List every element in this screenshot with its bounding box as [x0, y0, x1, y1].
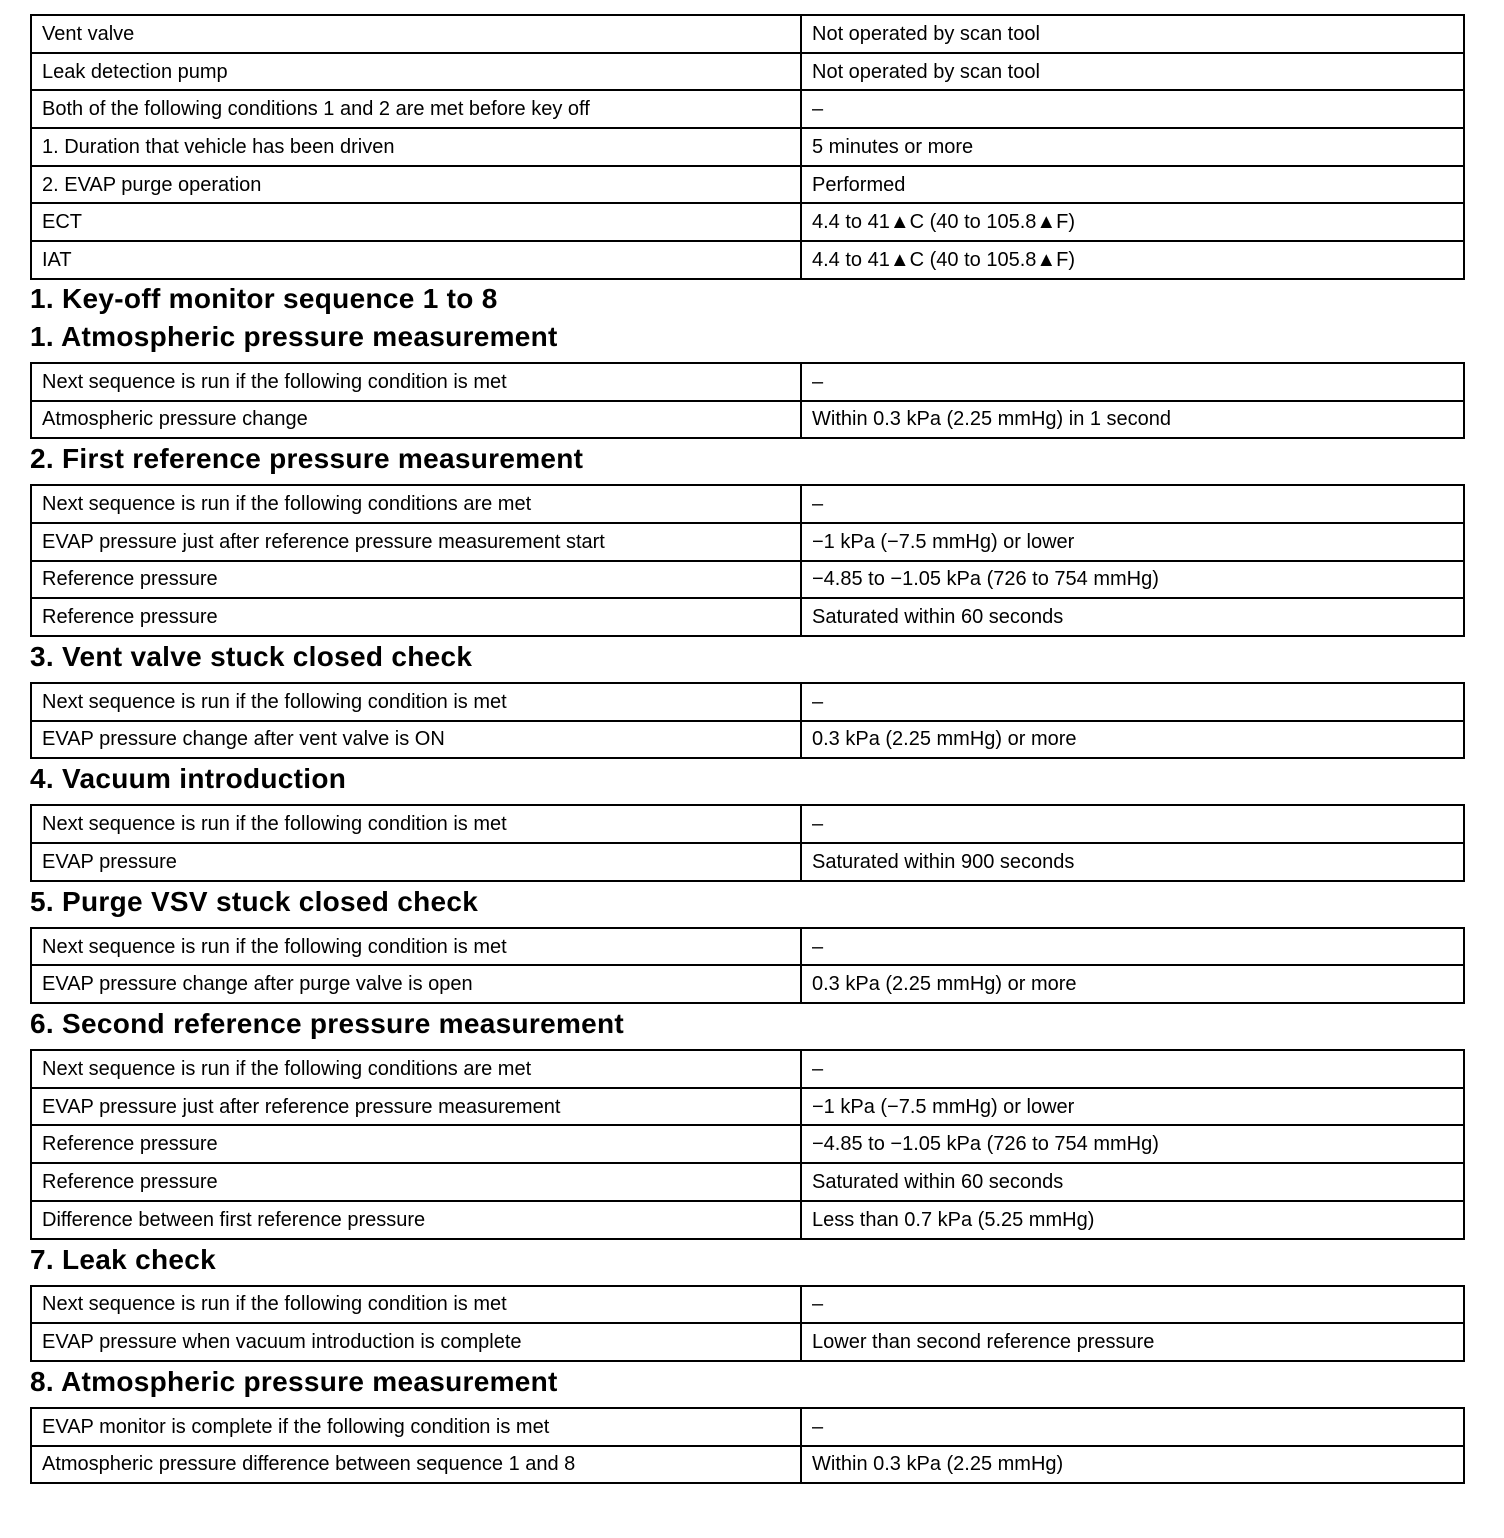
- table-row: [31, 843, 1464, 881]
- condition-value-cell: −1 kPa (−7.5 mmHg) or lower: [801, 523, 1464, 561]
- section-title: 2. First reference pressure measurement: [30, 443, 584, 475]
- condition-item-cell: Reference pressure: [31, 561, 801, 599]
- table-row: [31, 90, 1464, 128]
- condition-value-cell: −4.85 to −1.05 kPa (726 to 754 mmHg): [801, 1125, 1464, 1163]
- condition-item-cell: Reference pressure: [31, 598, 801, 636]
- section-conditions-table: [30, 1049, 1465, 1239]
- condition-item-cell: EVAP pressure just after reference pressure measurement start: [31, 523, 801, 561]
- condition-item-cell: EVAP pressure change after purge valve is open: [31, 965, 801, 1003]
- condition-value-cell: –: [801, 805, 1464, 843]
- condition-value-cell: 5 minutes or more: [801, 128, 1464, 166]
- condition-item-cell: Next sequence is run if the following condition is met: [31, 683, 801, 721]
- table-row: [31, 1408, 1464, 1446]
- condition-value-cell: Not operated by scan tool: [801, 15, 1464, 53]
- section-title: 3. Vent valve stuck closed check: [30, 640, 473, 672]
- table-row: [31, 1163, 1464, 1201]
- table-row: [31, 561, 1464, 599]
- condition-item-cell: Leak detection pump: [31, 53, 801, 91]
- intro-conditions-table: [30, 14, 1465, 280]
- condition-item-cell: Atmospheric pressure change: [31, 401, 801, 439]
- table-row: [31, 1088, 1464, 1126]
- section-title: 7. Leak check: [30, 1243, 217, 1275]
- sections-container: [30, 318, 1463, 1485]
- table-row: [31, 1050, 1464, 1088]
- table-row: [31, 1323, 1464, 1361]
- condition-value-cell: –: [801, 363, 1464, 401]
- condition-value-cell: 0.3 kPa (2.25 mmHg) or more: [801, 965, 1464, 1003]
- table-row: [31, 128, 1464, 166]
- table-row: [31, 1286, 1464, 1324]
- condition-item-cell: Next sequence is run if the following condition is met: [31, 1286, 801, 1324]
- condition-item-cell: Next sequence is run if the following conditions are met: [31, 1050, 801, 1088]
- section-conditions-table: [30, 484, 1465, 637]
- table-row: [31, 1125, 1464, 1163]
- condition-item-cell: Next sequence is run if the following condition is met: [31, 928, 801, 966]
- condition-item-cell: EVAP pressure just after reference pressure measurement: [31, 1088, 801, 1126]
- condition-value-cell: –: [801, 1286, 1464, 1324]
- condition-item-cell: IAT: [31, 241, 801, 279]
- table-row: [31, 1446, 1464, 1484]
- intro-table-body: [31, 15, 1464, 279]
- condition-value-cell: Lower than second reference pressure: [801, 1323, 1464, 1361]
- section-table-body: [31, 1050, 1464, 1238]
- condition-value-cell: –: [801, 90, 1464, 128]
- condition-item-cell: EVAP pressure change after vent valve is ON: [31, 721, 801, 759]
- condition-item-cell: Reference pressure: [31, 1163, 801, 1201]
- condition-item-cell: 2. EVAP purge operation: [31, 166, 801, 204]
- section-table-body: [31, 805, 1464, 880]
- condition-item-cell: Both of the following conditions 1 and 2 are met before key off: [31, 90, 801, 128]
- table-row: [31, 485, 1464, 523]
- condition-item-cell: Next sequence is run if the following condition is met: [31, 363, 801, 401]
- section-conditions-table: [30, 362, 1465, 439]
- condition-value-cell: –: [801, 928, 1464, 966]
- table-row: [31, 523, 1464, 561]
- condition-value-cell: –: [801, 683, 1464, 721]
- document: [30, 14, 1463, 1485]
- section-title: 6. Second reference pressure measurement: [30, 1008, 625, 1040]
- condition-item-cell: 1. Duration that vehicle has been driven: [31, 128, 801, 166]
- condition-item-cell: Vent valve: [31, 15, 801, 53]
- table-row: [31, 1201, 1464, 1239]
- table-row: [31, 683, 1464, 721]
- section-title: 1. Atmospheric pressure measurement: [30, 320, 558, 352]
- spacer: [30, 1484, 1463, 1485]
- condition-value-cell: –: [801, 485, 1464, 523]
- condition-value-cell: Within 0.3 kPa (2.25 mmHg) in 1 second: [801, 401, 1464, 439]
- condition-item-cell: EVAP monitor is complete if the following condition is met: [31, 1408, 801, 1446]
- table-row: [31, 598, 1464, 636]
- table-row: [31, 53, 1464, 91]
- table-row: [31, 203, 1464, 241]
- section-title: 5. Purge VSV stuck closed check: [30, 885, 479, 917]
- table-row: [31, 965, 1464, 1003]
- table-row: [31, 166, 1464, 204]
- section-table-body: [31, 683, 1464, 758]
- condition-item-cell: Next sequence is run if the following conditions are met: [31, 485, 801, 523]
- condition-item-cell: ECT: [31, 203, 801, 241]
- condition-value-cell: –: [801, 1050, 1464, 1088]
- table-row: [31, 15, 1464, 53]
- table-row: [31, 721, 1464, 759]
- section-table-body: [31, 363, 1464, 438]
- section-table-body: [31, 1408, 1464, 1483]
- condition-value-cell: Not operated by scan tool: [801, 53, 1464, 91]
- condition-value-cell: 4.4 to 41▲C (40 to 105.8▲F): [801, 241, 1464, 279]
- main-heading: 1. Key-off monitor sequence 1 to 8: [30, 282, 498, 314]
- condition-item-cell: Next sequence is run if the following condition is met: [31, 805, 801, 843]
- section-conditions-table: [30, 804, 1465, 881]
- section-conditions-table: [30, 1285, 1465, 1362]
- condition-item-cell: Reference pressure: [31, 1125, 801, 1163]
- table-row: [31, 401, 1464, 439]
- condition-value-cell: 4.4 to 41▲C (40 to 105.8▲F): [801, 203, 1464, 241]
- table-row: [31, 928, 1464, 966]
- condition-item-cell: Difference between first reference pressure: [31, 1201, 801, 1239]
- table-row: [31, 241, 1464, 279]
- condition-value-cell: 0.3 kPa (2.25 mmHg) or more: [801, 721, 1464, 759]
- condition-value-cell: –: [801, 1408, 1464, 1446]
- table-row: [31, 363, 1464, 401]
- section-title: 4. Vacuum introduction: [30, 763, 347, 795]
- section-table-body: [31, 1286, 1464, 1361]
- section-table-body: [31, 485, 1464, 636]
- condition-item-cell: EVAP pressure: [31, 843, 801, 881]
- section-table-body: [31, 928, 1464, 1003]
- condition-value-cell: Saturated within 900 seconds: [801, 843, 1464, 881]
- section-title: 8. Atmospheric pressure measurement: [30, 1365, 558, 1397]
- section-conditions-table: [30, 1407, 1465, 1484]
- condition-value-cell: Saturated within 60 seconds: [801, 598, 1464, 636]
- condition-value-cell: −4.85 to −1.05 kPa (726 to 754 mmHg): [801, 561, 1464, 599]
- condition-value-cell: Less than 0.7 kPa (5.25 mmHg): [801, 1201, 1464, 1239]
- condition-item-cell: EVAP pressure when vacuum introduction is complete: [31, 1323, 801, 1361]
- section-conditions-table: [30, 927, 1465, 1004]
- section-conditions-table: [30, 682, 1465, 759]
- condition-item-cell: Atmospheric pressure difference between sequence 1 and 8: [31, 1446, 801, 1484]
- condition-value-cell: Within 0.3 kPa (2.25 mmHg): [801, 1446, 1464, 1484]
- condition-value-cell: Saturated within 60 seconds: [801, 1163, 1464, 1201]
- condition-value-cell: −1 kPa (−7.5 mmHg) or lower: [801, 1088, 1464, 1126]
- table-row: [31, 805, 1464, 843]
- condition-value-cell: Performed: [801, 166, 1464, 204]
